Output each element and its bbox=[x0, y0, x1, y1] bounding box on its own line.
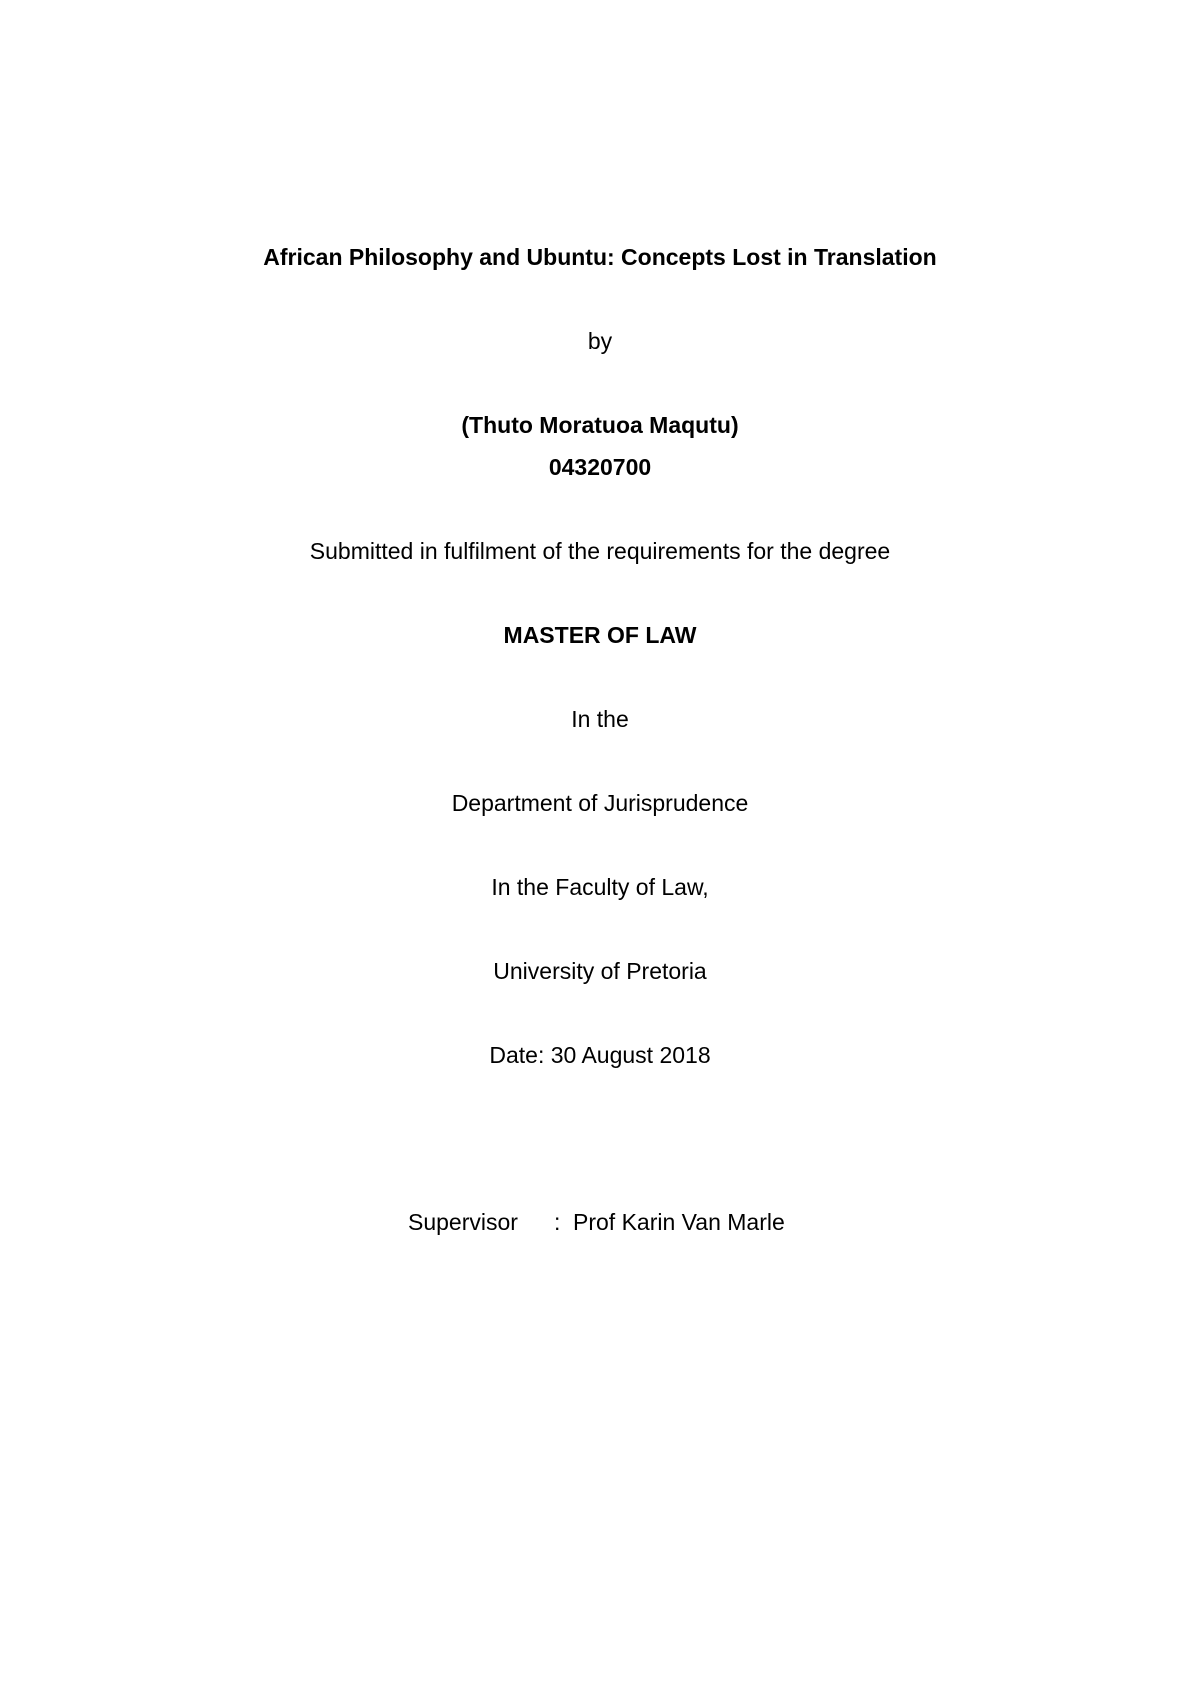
student-number: 04320700 bbox=[548, 454, 652, 480]
by-line: by bbox=[587, 328, 613, 354]
submission-date: Date: 30 August 2018 bbox=[489, 1042, 711, 1068]
author-name: (Thuto Moratuoa Maqutu) bbox=[461, 412, 739, 438]
in-the-line: In the bbox=[571, 706, 629, 732]
supervisor-name: Prof Karin Van Marle bbox=[573, 1209, 785, 1235]
university-name: University of Pretoria bbox=[493, 958, 707, 984]
department-name: Department of Jurisprudence bbox=[451, 790, 749, 816]
thesis-title: African Philosophy and Ubuntu: Concepts Lost in Translation bbox=[263, 244, 937, 270]
faculty-name: In the Faculty of Law, bbox=[491, 874, 709, 900]
supervisor-separator: : bbox=[554, 1209, 561, 1235]
degree-name: MASTER OF LAW bbox=[503, 622, 697, 648]
submission-statement: Submitted in fulfilment of the requirements for the degree bbox=[309, 538, 891, 564]
supervisor-label: Supervisor bbox=[408, 1209, 518, 1235]
